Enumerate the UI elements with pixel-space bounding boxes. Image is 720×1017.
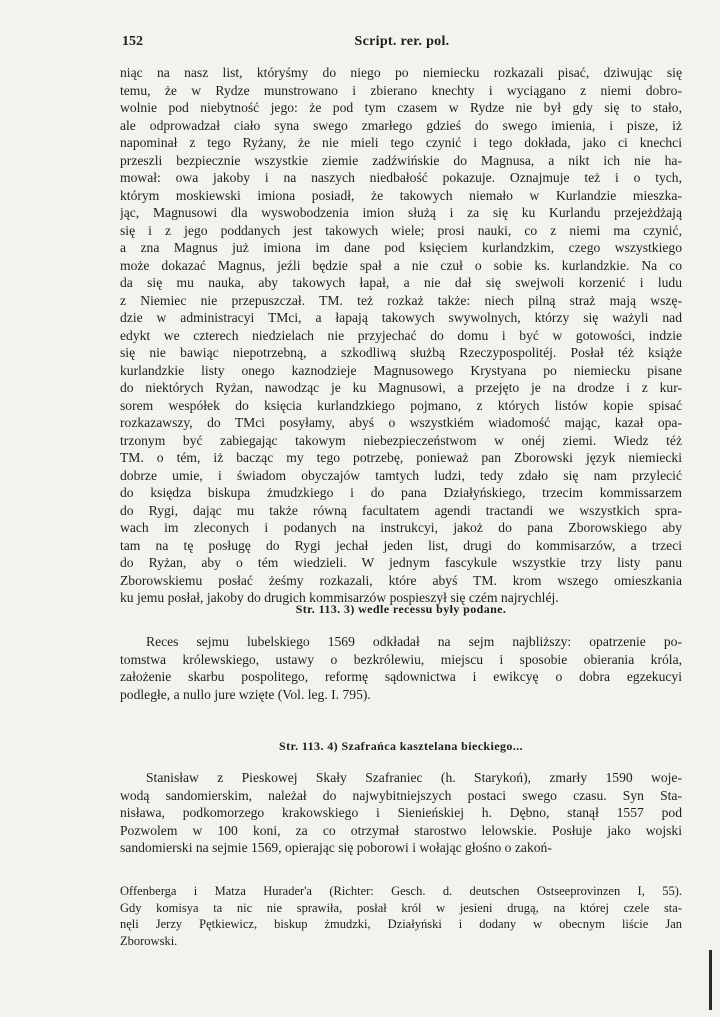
text-line: tomstwa królewskiego, ustawy o bezkrólewiu, miejscu i sposobie obierania króla, xyxy=(120,651,682,667)
text-line: wolnie pod niebytność jego: że pod tym czasem w Rydze nie był gdy się to stało, xyxy=(120,100,682,115)
text-line: wach im zleconych i podanych na instrukcyi, jakoż do pana Zborowskiego aby xyxy=(120,520,682,535)
text-line: dobrze umie, i świadom obyczajów tamtych ludzi, tedy zdało się nam przylecić xyxy=(120,467,682,483)
page-header xyxy=(122,34,682,54)
text-line: a zna Magnus już imiona im dane pod księciem kurlandzkim, czego wszystkiego xyxy=(120,240,682,255)
text-line: sandomierski na sejmie 1569, opierając się poborowi i wołając głośno o zakoń- xyxy=(120,840,552,855)
text-line: podległe, a nullo jure wzięte (Vol. leg. I. 795). xyxy=(120,686,371,702)
text-line: Zborowski. xyxy=(120,933,178,948)
text-line: ku jemu posłał, jakoby do drugich kommisarzów pospieszył się czém najrychléj. xyxy=(120,590,559,605)
section-heading-note-3: Str. 113. 3) wedle recessu były podane. xyxy=(295,602,507,616)
text-line: kurlandzkie listy onego kaznodzieje Magnusowego Krystyana po niemiecku pisane xyxy=(120,362,682,378)
text-line: z Niemiec nie przepuszczał. TM. też rozkaż także: niech pilną straż mają wszę- xyxy=(120,292,682,308)
text-line: którym moskiewski imiona posiadł, że takowych niemało w Kurlandzie mieszka- xyxy=(120,187,682,203)
text-line: Reces sejmu lubelskiego 1569 odkładał na sejm najbliższy: opatrzenie po- xyxy=(146,634,682,649)
paragraph-szafraniec xyxy=(120,769,682,857)
text-line: trzonym być zabiegając takowym niebezpieczeństwom w onéj ziemi. Wiedz téż xyxy=(120,432,682,448)
running-title: Script. rer. pol. xyxy=(354,34,450,49)
text-line: rozkazawszy, do TMci posyłamy, abyś o wszystkiém wiadomość mając, kazał opa- xyxy=(120,415,682,430)
text-line: sorem wespółek do księcia kurlandzkiego pojmano, z których listów kopie spisać xyxy=(120,397,682,413)
text-line: Pozwolem w 100 koni, za co otrzymał starostwo lelowskie. Posłuje jako wojski xyxy=(120,822,682,838)
page-edge-mark xyxy=(709,950,712,1010)
text-line: może dokazać Magnus, jeźli będzie spał a nie czuł o sobie ks. kurlandzkie. Na co xyxy=(120,257,682,273)
text-line: Zborowskiemu posłać żeśmy rozkazali, które abyś TM. krom wszego omieszkania xyxy=(120,572,682,588)
text-line: nęli Jerzy Pętkiewicz, biskup żmudzki, Działyński i dodany w obecnym liście Jan xyxy=(120,917,682,931)
text-line: jąc, Magnusowi dla wyswobodzenia imion służą i za się ku Kurlandu przejeżdżają xyxy=(120,205,682,220)
text-line: napominał z tego Ryżany, że nie mieli tego czynić i tego dokłada, jako ci knechci xyxy=(120,135,682,150)
text-line: ale odprowadzał ciało syna swego zmarłego gdzieś do swego imienia, i pisze, iż xyxy=(120,117,682,133)
text-line: do księdza biskupa żmudzkiego i do pana Działyńskiego, trzecim kommissarzem xyxy=(120,485,682,500)
text-line: TM. o tém, iż bacząc my tego potrzebę, ponieważ pan Zborowski język niemiecki xyxy=(120,450,682,465)
text-line: dzie w administracyi TMci, a łapają takowych swywolnych, którzy się ważyli nad xyxy=(120,310,682,325)
main-paragraph xyxy=(120,64,682,607)
text-line: założenie skarbu pospolitego, reformę sądownictwa i ewikcyę o dobra egzekucyi xyxy=(120,669,682,684)
text-line: Gdy komisya ta nic nie sprawiła, posłał król w jesieni drugą, na której czele sta- xyxy=(120,900,682,915)
text-line: się i z jego poddanych jest takowych wiele; prosi nauki, co z niemi ma czynić, xyxy=(120,222,682,238)
text-line: temu, że w Rydze munstrowano i zbierano knechty i wyciągano z niemi dobro- xyxy=(120,82,682,98)
section-heading-note-4: Str. 113. 4) Szafrańca kasztelana bieckiego... xyxy=(279,739,523,753)
text-line: edykt we czterech niedzielach nie przyjechać do domu i być w gotowości, indzie xyxy=(120,327,682,343)
text-line: tam na tę posługę do Rygi jechał jeden list, drugi do kommisarzów, a trzeci xyxy=(120,537,682,553)
text-line: się nie bawiąc niepotrzebną, a szkodliwą służbą Rzeczypospolitéj. Posłał téż książe xyxy=(120,345,682,360)
text-line: Stanisław z Pieskowej Skały Szafraniec (h. Starykoń), zmarły 1590 woje- xyxy=(146,770,682,785)
text-line: niąc na nasz list, któryśmy do niego po niemiecku rozkazali pisać, dziwując się xyxy=(120,65,682,80)
text-line: przeszli bezpiecznie wszystkie ziemie zadźwińskie do Magnusa, a nikt ich nie ha- xyxy=(120,152,682,168)
page-number: 152 xyxy=(122,34,143,49)
text-line: do niektórych Ryżan, nawodząc je ku Magnusowi, a przejęto je na drodze i z kur- xyxy=(120,380,682,395)
text-line: da się mu nauka, aby takowych łapał, a nie dał się swejwoli korzenić i ludu xyxy=(120,275,682,290)
text-line: Offenberga i Matza Hurader'a (Richter: Gesch. d. deutschen Ostseeprovinzen I, 55). xyxy=(120,884,682,898)
text-line: mował: owa jakoby i na naszych niedbałość pokazuje. Oznajmuje też i o tych, xyxy=(120,170,682,185)
text-line: nisława, podkomorzego krakowskiego i Sienieńskiej h. Dębno, stanął 1557 pod xyxy=(120,805,682,820)
text-line: do Ryżan, aby o tém wiedzieli. W jednym fascykule wszystkie trzy listy panu xyxy=(120,555,682,570)
paragraph-commission xyxy=(120,883,682,949)
paragraph-recess xyxy=(120,633,682,703)
text-line: wodą sandomierskim, należał do najwybitniejszych postaci swego czasu. Syn Sta- xyxy=(120,787,682,803)
text-line: do Rygi, dając mu także równą facultatem agendi tractandi we wszystkich spra- xyxy=(120,502,682,518)
